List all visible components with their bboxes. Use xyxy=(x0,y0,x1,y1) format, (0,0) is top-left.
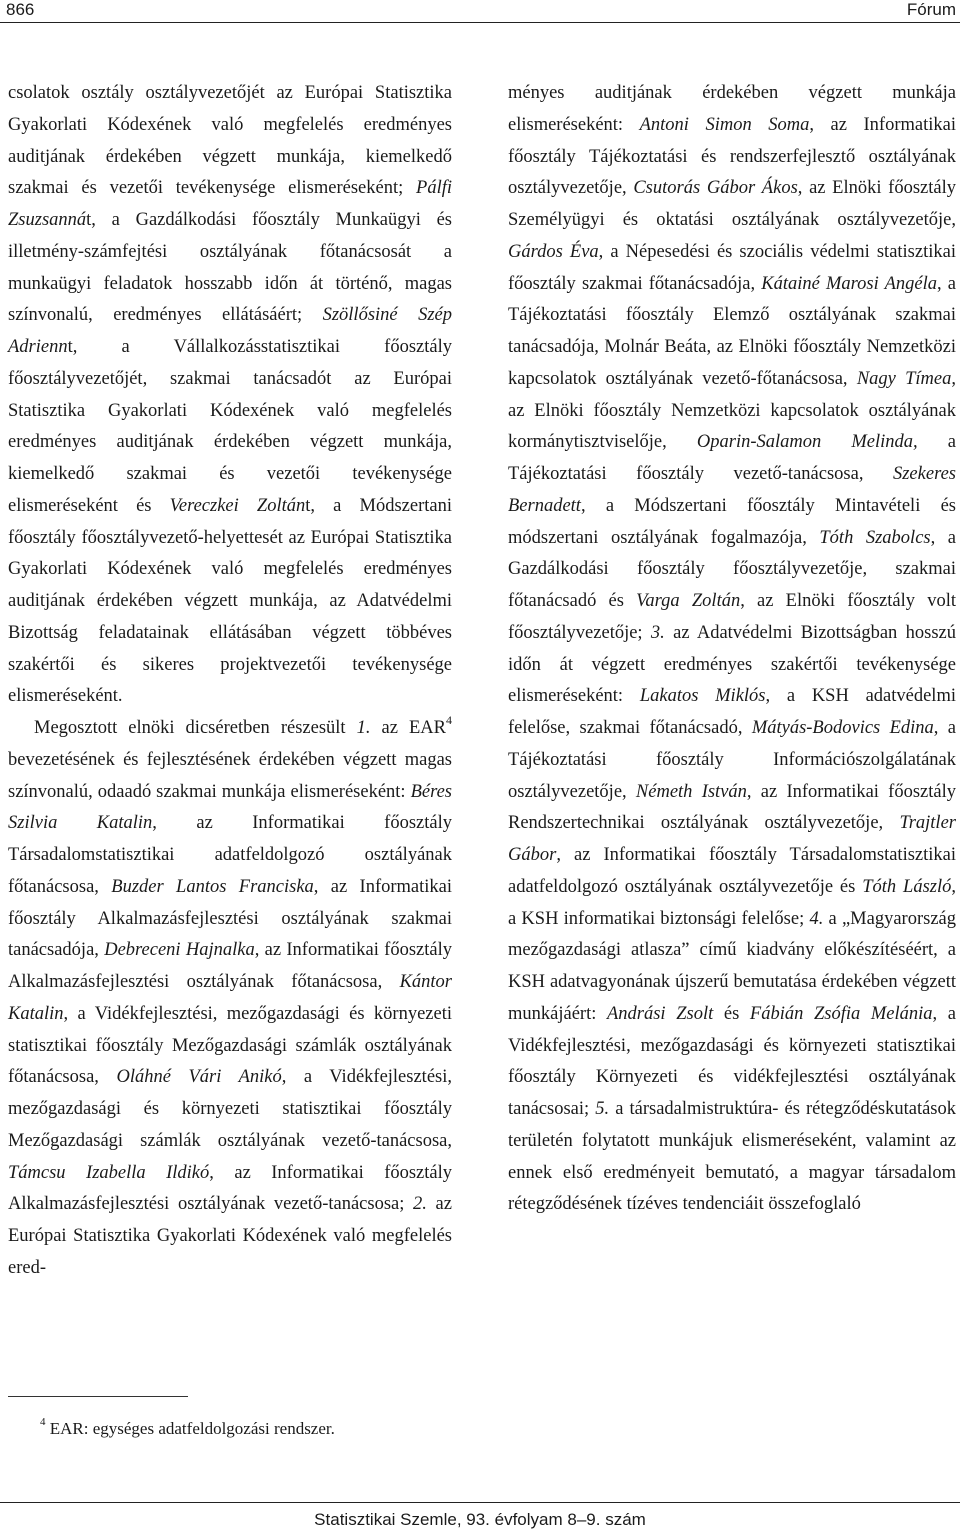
text-run: , a Módszertani főosztály Mintavételi és módszertani osztályának fogalmazója, xyxy=(508,495,956,548)
person-name: 3. xyxy=(650,622,665,643)
person-name: Andrási Zsolt xyxy=(606,1003,714,1024)
text-run: Megosztott elnöki dicséretben részesült xyxy=(34,718,357,738)
person-name: Támcsu Izabella Ildikó xyxy=(8,1162,210,1183)
text-run: , az Informatikai főosztály Tájékoztatási és rendszerfejlesztő osztályának osztályvezetője, xyxy=(508,114,956,199)
text-run: , a Vidékfejlesztési, mezőgazdasági és környezeti statisztikai főosztály Környezeti és vidékfejlesztési osztályának tanácsosai; xyxy=(508,1003,956,1119)
list-number: 1. xyxy=(356,718,371,738)
person-name: Csutorás Gábor Ákos xyxy=(633,178,798,199)
text-run: , a KSH informatikai biztonsági felelőse; xyxy=(508,876,957,929)
person-name: Szöllősiné Szép Adrienn xyxy=(8,305,452,357)
footnote-divider xyxy=(8,1396,188,1397)
text-run: , az Elnöki főosztály Nemzetközi kapcsolatok osztályának kormánytisztviselője, xyxy=(508,368,956,453)
text-run: az Adatvédelmi Bizottságban hosszú időn át végzett eredményes szakértői tevékenysége elismeréseként: xyxy=(508,622,956,707)
person-name: Fábián Zsófia Melánia xyxy=(749,1003,933,1024)
text-run: , az Informatikai főosztály Társadalomstatisztikai adatfeldolgozó osztályának osztályvezetője és xyxy=(508,845,956,897)
text-run: , az Informatikai főosztály Alkalmazásfejlesztési osztályának főtanácsosa, xyxy=(8,940,452,992)
person-name: Oparin-Salamon Melinda, xyxy=(696,432,918,453)
header-divider xyxy=(0,22,960,23)
text-run: t, a Módszertani főosztály főosztályvezető-helyettesét az Európai Statisztika Gyakorlati Kódexének való megfelelés eredményes auditjának érdekében végzett munkája, az Adatvédelmi Bizottság feladatainak ellátásában végzett többéves szakértői és sikeres projektvezetői tevékenysége elismeréseként. xyxy=(8,495,452,707)
person-name: Buzder Lantos Franciska xyxy=(111,876,314,897)
footnote-reference: 4 xyxy=(446,712,452,727)
text-run: t, a Vállalkozásstatisztikai főosztály főosztályvezetőjét, szakmai tanácsadót az Európai Statisztika Gyakorlati Kódexének való megfelelés eredményes auditjának érdekében végzett munkája, kiemelkedő szakmai és vezetői tevékenysége elismeréseként és xyxy=(8,337,452,516)
text-run: csolatok osztály osztályvezetőjét az Európai Statisztika Gyakorlati Kódexének való megfelelés eredményes auditjának érdekében végzett munkája, kiemelkedő szakmai és vezetői tevékenysége elismeréseként; xyxy=(8,83,452,199)
text-run: , a Tájékoztatási főosztály Elemző osztályának szakmai tanácsadója, Molnár Beáta, az Elnöki főosztály Nemzetközi kapcsolatok osztályának vezető-főtanácsosa, xyxy=(508,273,957,389)
paragraph xyxy=(8,713,452,1285)
page-number: 866 xyxy=(6,0,35,19)
text-run: , a Népesedési és szociális védelmi statisztikai főosztály szakmai főtanácsadója, xyxy=(508,241,956,294)
text-run: , az Informatikai főosztály Rendszertechnikai osztályának osztályvezetője, xyxy=(508,781,956,834)
text-run: , az Informatikai főosztály Alkalmazásfejlesztési osztályának vezető-tanácsosa; xyxy=(8,1162,453,1215)
person-name: Mátyás-Bodovics Edina xyxy=(751,718,934,738)
person-name: Kántor Katalin xyxy=(8,972,452,1024)
person-name: Oláhné Vári Anikó xyxy=(116,1067,282,1088)
person-name: 4. xyxy=(809,908,824,929)
text-run: a társadalmistruktúra- és rétegződéskutatások területén folytatott munkájuk elismeréseként, valamint az ennek első eredményeit bemutató, a magyar társadalom rétegződésének tízéves tendenciáit összefoglaló xyxy=(508,1099,957,1215)
person-name: Szekeres Bernadett xyxy=(508,464,956,516)
text-run: , a Tájékoztatási főosztály Információszolgálatának osztályvezetője, xyxy=(508,718,956,802)
person-name: 5. xyxy=(595,1099,610,1119)
left-column xyxy=(8,78,452,1285)
person-name: Gárdos Éva xyxy=(508,241,599,262)
text-run: t, a Gazdálkodási főosztály Munkaügyi és illetmény-számfejtési osztályának főtanácsosát a munkaügyi feladatok hosszabb időn át történő, magas színvonalú, eredményes ellátásáért; xyxy=(8,210,452,326)
person-name: Trajtler Gábor xyxy=(508,813,956,865)
page-header xyxy=(0,0,960,22)
person-name: Debreceni Hajnalka xyxy=(104,940,255,961)
text-run: az Európai Statisztika Gyakorlati Kódexének való megfelelés ered- xyxy=(8,1194,452,1278)
text-run xyxy=(8,750,452,1278)
text-run: az EAR xyxy=(370,718,446,738)
text-run: , az Informatikai főosztály Alkalmazásfejlesztési osztályának szakmai tanácsadója, xyxy=(8,876,453,961)
footnote-mark: 4 xyxy=(40,1416,46,1429)
person-name: 2. xyxy=(413,1194,427,1215)
footer-divider xyxy=(0,1502,960,1503)
section-title: Fórum xyxy=(906,0,956,19)
text-run: , az Elnöki főosztály volt főosztályvezetője; xyxy=(508,591,956,643)
text-run: , a KSH adatvédelmi felelőse, szakmai főtanácsadó, xyxy=(508,686,956,738)
person-name: Pálfi Zsuzsanná xyxy=(8,178,452,230)
text-run: a Tájékoztatási főosztály vezető-tanácsosa, xyxy=(508,432,956,484)
person-name: Varga Zoltán xyxy=(636,591,741,611)
person-name: Nagy Tímea xyxy=(856,368,952,389)
text-run: a „Magyarország mezőgazdasági atlasza” című kiadvány előkészítéséért, a KSH adatvagyonának újszerű bemutatása érdekében végzett munkájáért: xyxy=(508,908,956,1024)
person-name: Németh István xyxy=(635,781,747,802)
person-name: Béres Szilvia Katalin xyxy=(8,781,452,834)
text-run: , az Informatikai főosztály Társadalomstatisztikai adatfeldolgozó osztályának főtanácsosa, xyxy=(8,813,452,897)
paragraph xyxy=(8,78,452,713)
text-run: , a Vidékfejlesztési, mezőgazdasági és környezeti statisztikai főosztály Mezőgazdasági számlák osztályának vezető-tanácsosa, xyxy=(8,1067,452,1151)
text-run: és xyxy=(713,1003,750,1024)
text-run: bevezetésének és fejlesztésének érdekében végzett magas színvonalú, odaadó szakmai munkája elismeréseként: xyxy=(8,749,452,802)
text-run: , az Elnöki főosztály Személyügyi és oktatási osztályának osztályvezetője, xyxy=(508,178,956,230)
text-run: , a Vidékfejlesztési, mezőgazdasági és környezeti statisztikai főosztály Mezőgazdasági számlák osztályának főtanácsosa, xyxy=(8,1003,452,1088)
person-name: Kátainé Marosi Angéla xyxy=(761,273,937,294)
person-name: Lakatos Miklós xyxy=(639,686,766,707)
person-name: Tóth Szabolcs xyxy=(819,527,931,548)
person-name: Antoni Simon Soma xyxy=(639,114,810,135)
footnote xyxy=(40,1418,335,1440)
footnote-text: EAR: egységes adatfeldolgozási rendszer. xyxy=(45,1419,335,1438)
page-footer: Statisztikai Szemle, 93. évfolyam 8–9. szám xyxy=(314,1510,646,1529)
right-column xyxy=(508,78,956,1221)
person-name: Tóth László xyxy=(862,876,952,897)
person-name: Vereczkei Zoltán xyxy=(169,495,306,516)
text-run: ményes auditjának érdekében végzett munkája elismeréseként: xyxy=(508,83,956,135)
paragraph xyxy=(508,78,956,1221)
text-run: , a Gazdálkodási főosztály főosztályvezetője, szakmai főtanácsadó és xyxy=(508,527,956,611)
